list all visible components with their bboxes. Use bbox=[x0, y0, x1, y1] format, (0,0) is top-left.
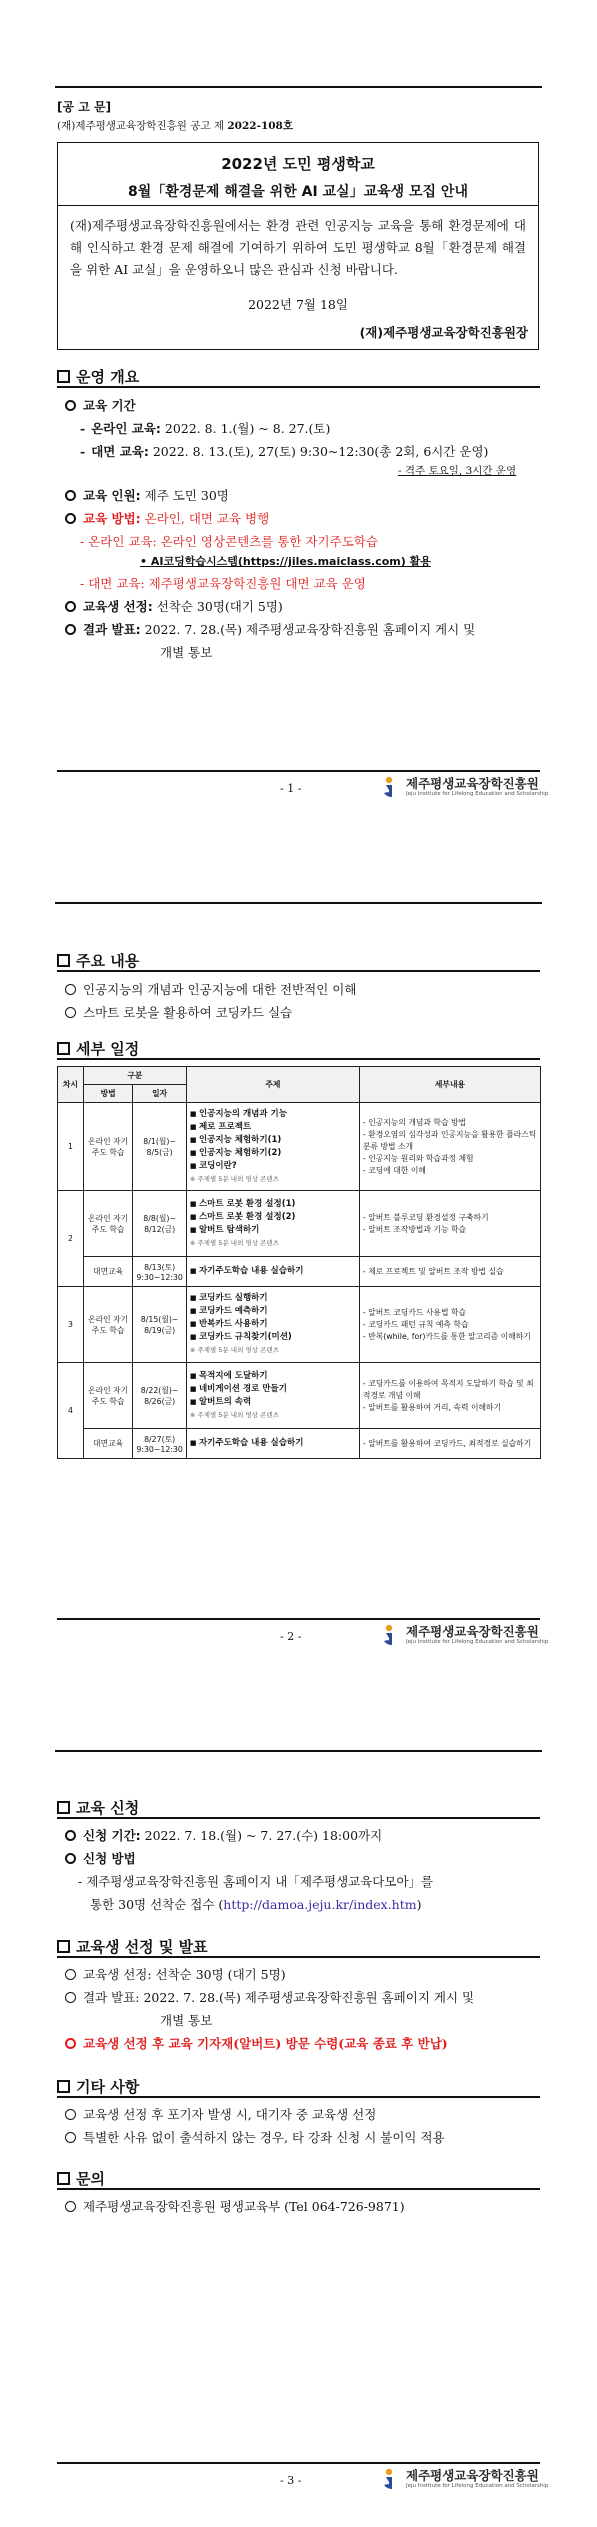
detail-item: - 알버트를 활용하여 거리, 속력 이해하기 bbox=[362, 1402, 502, 1412]
square-bullet-icon bbox=[57, 1801, 70, 1814]
cell-no: 1 bbox=[58, 1103, 84, 1191]
apply-method-line2-text: 통한 30명 선착순 접수 ( bbox=[90, 1897, 224, 1912]
institute-logo-icon bbox=[380, 1623, 402, 1647]
notice-box bbox=[57, 142, 539, 350]
target-value: 제주 도민 30명 bbox=[144, 488, 229, 503]
notice-number bbox=[57, 118, 293, 133]
th-no: 차시 bbox=[58, 1067, 84, 1103]
section-apply-heading bbox=[57, 1797, 139, 1818]
table-row bbox=[58, 1191, 541, 1257]
section-rule bbox=[57, 1956, 540, 1958]
footer-rule bbox=[57, 2462, 540, 2464]
topic-item: ■ 목적지에 도달하기 bbox=[190, 1370, 356, 1383]
circle-bullet-icon bbox=[65, 2038, 76, 2049]
section-inquiry-heading bbox=[57, 2168, 105, 2189]
etc-item-text: 교육생 선정 후 포기자 발생 시, 대기자 중 교육생 선정 bbox=[83, 2107, 377, 2122]
cell-topic bbox=[186, 1287, 359, 1363]
inquiry-item-text: 제주평생교육장학진흥원 평생교육부 (Tel 064-726-9871) bbox=[83, 2199, 405, 2214]
circle-bullet-icon bbox=[65, 490, 76, 501]
offline-row: - 대면 교육: 2022. 8. 13.(토), 27(토) 9:30~12:30(총 2회, 6시간 운영) bbox=[80, 444, 489, 459]
apply-method-line2 bbox=[90, 1895, 422, 1913]
result-value: 2022. 7. 28.(목) 제주평생교육장학진흥원 홈페이지 게시 및 bbox=[144, 622, 476, 637]
cell-no: 2 bbox=[58, 1191, 84, 1287]
page-3 bbox=[0, 1684, 597, 2527]
topic-item: ■ 반복카드 사용하기 bbox=[190, 1318, 356, 1331]
topic-item: ■ 코딩카드 규칙찾기(미션) bbox=[190, 1331, 356, 1344]
section-select-title: 교육생 선정 및 발표 bbox=[76, 1938, 208, 1956]
schedule-table bbox=[57, 1066, 541, 1459]
select-value: 선착순 30명(대기 5명) bbox=[156, 599, 283, 614]
footer-rule bbox=[57, 1618, 540, 1620]
institute-logo-icon bbox=[380, 2467, 402, 2491]
topic-item: ■ 코딩이란? bbox=[190, 1160, 356, 1173]
detail-item: - 코딩카드를 이용하여 목적지 도달하기 학습 및 최적경로 개념 이해 bbox=[362, 1378, 534, 1400]
main-item-text: 인공지능의 개념과 인공지능에 대한 전반적인 이해 bbox=[83, 982, 357, 997]
topic-note: ※ 주제별 5분 내외 영상 콘텐츠 bbox=[189, 1346, 279, 1354]
detail-item: - 알버트를 활용하여 코딩카드, 최적경로 실습하기 bbox=[362, 1438, 532, 1448]
cell-detail bbox=[359, 1363, 540, 1429]
institute-logo bbox=[380, 1621, 550, 1651]
detail-item: - 인공지능의 개념과 학습 방법 bbox=[362, 1117, 467, 1127]
online-label: 온라인 교육: bbox=[91, 421, 161, 436]
topic-note: ※ 주제별 5분 내외 영상 콘텐츠 bbox=[189, 1174, 279, 1183]
section-rule bbox=[57, 1058, 540, 1060]
cell-detail bbox=[359, 1103, 540, 1191]
circle-bullet-icon bbox=[65, 400, 76, 411]
main-item-2 bbox=[65, 1003, 292, 1021]
select-item-text: 교육생 선정 후 교육 기자재(알버트) 방문 수령(교육 종료 후 반납) bbox=[83, 2036, 448, 2051]
page-number: - 1 - bbox=[280, 782, 302, 795]
detail-item: - 코딩에 대한 이해 bbox=[362, 1165, 426, 1175]
detail-item: - 알버트 코딩카드 사용법 학습 bbox=[362, 1307, 467, 1317]
cell-date: 8/22(월)~ 8/26(금) bbox=[133, 1363, 187, 1429]
period-row bbox=[65, 396, 136, 414]
select-item-3 bbox=[65, 2034, 448, 2052]
cell-method: 온라인 자기주도 학습 bbox=[83, 1191, 133, 1257]
logo-name: 제주평생교육장학진흥원 bbox=[406, 1624, 539, 1639]
detail-item: - 코딩카드 패턴 규칙 예측 학습 bbox=[362, 1319, 469, 1329]
th-date: 일자 bbox=[133, 1085, 187, 1103]
section-schedule-title: 세부 일정 bbox=[76, 1040, 140, 1058]
target-label: 교육 인원: bbox=[83, 488, 141, 503]
topic-item: ■ 자기주도학습 내용 실습하기 bbox=[190, 1265, 356, 1278]
main-item-1 bbox=[65, 980, 356, 998]
topic-item: ■ 인공지능 체험하기(1) bbox=[190, 1134, 356, 1147]
circle-bullet-icon bbox=[65, 2201, 76, 2212]
section-overview-heading bbox=[57, 366, 139, 387]
topic-item: ■ 코딩카드 실행하기 bbox=[190, 1292, 356, 1305]
th-topic: 주제 bbox=[186, 1067, 359, 1103]
notice-org: (재)제주평생교육장학진흥원장 bbox=[359, 325, 528, 340]
cell-method: 온라인 자기주도 학습 bbox=[83, 1287, 133, 1363]
period-label: 교육 기간 bbox=[83, 398, 136, 413]
cell-date: 8/27(토) 9:30~12:30 bbox=[133, 1429, 187, 1459]
cell-date: 8/15(월)~ 8/19(금) bbox=[133, 1287, 187, 1363]
cell-date: 8/13(토) 9:30~12:30 bbox=[133, 1257, 187, 1287]
detail-item: - 반복(while, for)카드를 통한 알고리즘 이해하기 bbox=[362, 1331, 531, 1341]
etc-item-text: 특별한 사유 없이 출석하지 않는 경우, 타 강좌 신청 시 불이익 적용 bbox=[83, 2130, 445, 2145]
online-value: 2022. 8. 1.(월) ~ 8. 27.(토) bbox=[164, 421, 331, 436]
topic-item: ■ 제로 프로젝트 bbox=[190, 1121, 356, 1134]
circle-bullet-icon bbox=[65, 1007, 76, 1018]
circle-bullet-icon bbox=[65, 1969, 76, 1980]
cell-detail bbox=[359, 1257, 540, 1287]
top-rule bbox=[55, 1750, 542, 1752]
notice-subtitle: 8월「환경문제 해결을 위한 AI 교실」교육생 모집 안내 bbox=[128, 184, 468, 200]
cell-topic bbox=[186, 1103, 359, 1191]
section-main-title: 주요 내용 bbox=[76, 952, 140, 970]
apply-method-label: 신청 방법 bbox=[83, 1851, 136, 1866]
section-rule bbox=[57, 386, 540, 388]
topic-note: ※ 주제별 5분 내외 영상 콘텐츠 bbox=[189, 1410, 279, 1419]
method-value: 온라인, 대면 교육 병행 bbox=[144, 511, 270, 526]
cell-date: 8/8(월)~ 8/12(금) bbox=[133, 1191, 187, 1257]
page-number: - 3 - bbox=[280, 2474, 302, 2487]
topic-item: ■ 스마트 로봇 환경 설정(2) bbox=[190, 1211, 356, 1224]
offline-value: 2022. 8. 13.(토), 27(토) 9:30~12:30(총 2회, 6시간 운영) bbox=[152, 444, 489, 459]
method-offline: - 대면 교육: 제주평생교육장학진흥원 대면 교육 운영 bbox=[80, 576, 366, 591]
select-item-2b: 개별 통보 bbox=[160, 2013, 213, 2028]
section-etc-heading bbox=[57, 2076, 139, 2097]
th-group: 구분 bbox=[83, 1067, 186, 1085]
cell-detail bbox=[359, 1429, 540, 1459]
notice-number-value: 2022-108호 bbox=[227, 120, 294, 132]
detail-item: - 환경오염의 심각성과 인공지능을 활용한 플라스틱 분류 방법 소개 bbox=[362, 1129, 537, 1151]
logo-name: 제주평생교육장학진흥원 bbox=[406, 776, 539, 791]
cell-method: 대면교육 bbox=[83, 1429, 133, 1459]
section-main-heading bbox=[57, 950, 139, 971]
th-method: 방법 bbox=[83, 1085, 133, 1103]
top-rule bbox=[55, 86, 542, 88]
page-1 bbox=[0, 0, 597, 842]
institute-logo bbox=[380, 2465, 550, 2495]
cell-topic bbox=[186, 1363, 359, 1429]
square-bullet-icon bbox=[57, 1042, 70, 1055]
section-select-heading bbox=[57, 1936, 208, 1957]
online-row: - 온라인 교육: 2022. 8. 1.(월) ~ 8. 27.(토) bbox=[80, 421, 331, 436]
cell-topic bbox=[186, 1191, 359, 1257]
section-rule bbox=[57, 970, 540, 972]
apply-url-link[interactable]: http://damoa.jeju.kr/index.htm bbox=[223, 1897, 417, 1912]
detail-item: - 제로 프로젝트 및 알버트 조작 방법 실습 bbox=[362, 1266, 504, 1276]
section-rule bbox=[57, 1817, 540, 1819]
table-row bbox=[58, 1363, 541, 1429]
institute-logo bbox=[380, 773, 550, 803]
select-item-text: 교육생 선정: 선착순 30명 (대기 5명) bbox=[83, 1967, 286, 1982]
notice-separator bbox=[58, 205, 538, 206]
circle-bullet-icon bbox=[65, 1830, 76, 1841]
circle-bullet-icon bbox=[65, 513, 76, 524]
offline-label: 대면 교육: bbox=[91, 444, 149, 459]
circle-bullet-icon bbox=[65, 2132, 76, 2143]
square-bullet-icon bbox=[57, 370, 70, 383]
etc-item-2 bbox=[65, 2128, 445, 2146]
notice-number-prefix: (재)제주평생교육장학진흥원 공고 제 bbox=[57, 120, 228, 132]
result-row bbox=[65, 620, 475, 638]
circle-bullet-icon bbox=[65, 1853, 76, 1864]
apply-period-label: 신청 기간: bbox=[83, 1828, 141, 1843]
cell-method: 대면교육 bbox=[83, 1257, 133, 1287]
table-row bbox=[58, 1287, 541, 1363]
notice-date: 2022년 7월 18일 bbox=[248, 297, 348, 312]
apply-method-row bbox=[65, 1849, 136, 1867]
target-row bbox=[65, 486, 229, 504]
institute-logo-icon bbox=[380, 775, 402, 799]
notice-title: 2022년 도민 평생학교 bbox=[221, 155, 375, 173]
section-overview-title: 운영 개요 bbox=[76, 368, 140, 386]
page-number: - 2 - bbox=[280, 1630, 302, 1643]
cell-topic bbox=[186, 1257, 359, 1287]
cell-method: 온라인 자기주도 학습 bbox=[83, 1363, 133, 1429]
topic-item: ■ 알버트의 속력 bbox=[190, 1396, 356, 1409]
method-row bbox=[65, 509, 269, 527]
notice-heading: [공 고 문] bbox=[57, 100, 112, 114]
select-item-text: 결과 발표: 2022. 7. 28.(목) 제주평생교육장학진흥원 홈페이지 게시 및 bbox=[83, 1990, 475, 2005]
logo-name: 제주평생교육장학진흥원 bbox=[406, 2468, 539, 2483]
section-rule bbox=[57, 2188, 540, 2190]
select-label: 교육생 선정: bbox=[83, 599, 153, 614]
cell-method: 온라인 자기주도 학습 bbox=[83, 1103, 133, 1191]
main-item-text: 스마트 로봇을 활용하여 코딩카드 실습 bbox=[83, 1005, 293, 1020]
result-label: 결과 발표: bbox=[83, 622, 141, 637]
section-inquiry-title: 문의 bbox=[76, 2170, 105, 2188]
section-schedule-heading bbox=[57, 1038, 139, 1059]
cell-detail bbox=[359, 1287, 540, 1363]
circle-bullet-icon bbox=[65, 2109, 76, 2120]
square-bullet-icon bbox=[57, 1940, 70, 1953]
select-item-1 bbox=[65, 1965, 286, 1983]
apply-period-value: 2022. 7. 18.(월) ~ 7. 27.(수) 18:00까지 bbox=[144, 1828, 383, 1843]
topic-item: ■ 코딩카드 예측하기 bbox=[190, 1305, 356, 1318]
inquiry-item bbox=[65, 2197, 405, 2215]
th-detail: 세부내용 bbox=[359, 1067, 540, 1103]
topic-item: ■ 인공지능의 개념과 기능 bbox=[190, 1108, 356, 1121]
circle-bullet-icon bbox=[65, 624, 76, 635]
detail-item: - 인공지능 원리와 학습과정 체험 bbox=[362, 1153, 474, 1163]
detail-item: - 알버트 블루코딩 환경설정 구축하기 bbox=[362, 1212, 489, 1222]
square-bullet-icon bbox=[57, 2080, 70, 2093]
method-label: 교육 방법: bbox=[83, 511, 141, 526]
circle-bullet-icon bbox=[65, 1992, 76, 2003]
topic-item: ■ 자기주도학습 내용 실습하기 bbox=[190, 1437, 356, 1450]
notice-body: (재)제주평생교육장학진흥원에서는 환경 관련 인공지능 교육을 통해 환경문제에 대해 인식하고 환경 문제 해결에 기여하기 위하여 도민 평생학교 8월「환경문제 해결을 위한 AI 교실」을 운영하오니 많은 관심과 신청 바랍니다. bbox=[70, 218, 526, 277]
topic-note: ※ 주제별 5분 내외 영상 콘텐츠 bbox=[189, 1238, 279, 1247]
cell-no: 4 bbox=[58, 1363, 84, 1459]
table-row bbox=[58, 1103, 541, 1191]
apply-period-row bbox=[65, 1826, 382, 1844]
method-online: - 온라인 교육: 온라인 영상콘텐츠를 통한 자기주도학습 bbox=[80, 534, 378, 549]
result-value-2: 개별 통보 bbox=[160, 645, 213, 660]
cell-topic bbox=[186, 1429, 359, 1459]
section-etc-title: 기타 사항 bbox=[76, 2078, 140, 2096]
topic-item: ■ 스마트 로봇 환경 설정(1) bbox=[190, 1198, 356, 1211]
circle-bullet-icon bbox=[65, 601, 76, 612]
detail-item: - 알버트 조작방법과 기능 학습 bbox=[362, 1224, 467, 1234]
select-row bbox=[65, 597, 283, 615]
square-bullet-icon bbox=[57, 954, 70, 967]
square-bullet-icon bbox=[57, 2172, 70, 2185]
topic-item: ■ 알버트 탐색하기 bbox=[190, 1224, 356, 1237]
cell-detail bbox=[359, 1191, 540, 1257]
select-item-2 bbox=[65, 1988, 474, 2006]
table-row bbox=[58, 1257, 541, 1287]
footer-rule bbox=[57, 770, 540, 772]
section-rule bbox=[57, 2096, 540, 2098]
apply-method-line2-end: ) bbox=[416, 1897, 422, 1912]
apply-method-line1: - 제주평생교육장학진흥원 홈페이지 내「제주평생교육다모아」를 bbox=[78, 1874, 434, 1889]
circle-bullet-icon bbox=[65, 984, 76, 995]
offline-note: - 격주 토요일, 3시간 운영 bbox=[398, 465, 517, 477]
topic-item: ■ 인공지능 체험하기(2) bbox=[190, 1147, 356, 1160]
page-2 bbox=[0, 842, 597, 1684]
method-online-sub: • AI코딩학습시스템(https://jiles.maiclass.com) 활용 bbox=[140, 555, 431, 568]
top-rule bbox=[55, 902, 542, 904]
etc-item-1 bbox=[65, 2105, 376, 2123]
topic-item: ■ 네비게이션 경로 만들기 bbox=[190, 1383, 356, 1396]
cell-date: 8/1(월)~ 8/5(금) bbox=[133, 1103, 187, 1191]
logo-name-en: Jeju Institute for Lifelong Education and Scholarship bbox=[406, 791, 549, 797]
logo-name-en: Jeju Institute for Lifelong Education and Scholarship bbox=[406, 2483, 549, 2489]
section-apply-title: 교육 신청 bbox=[76, 1799, 140, 1817]
table-row bbox=[58, 1429, 541, 1459]
cell-no: 3 bbox=[58, 1287, 84, 1363]
logo-name-en: Jeju Institute for Lifelong Education and Scholarship bbox=[406, 1639, 549, 1645]
